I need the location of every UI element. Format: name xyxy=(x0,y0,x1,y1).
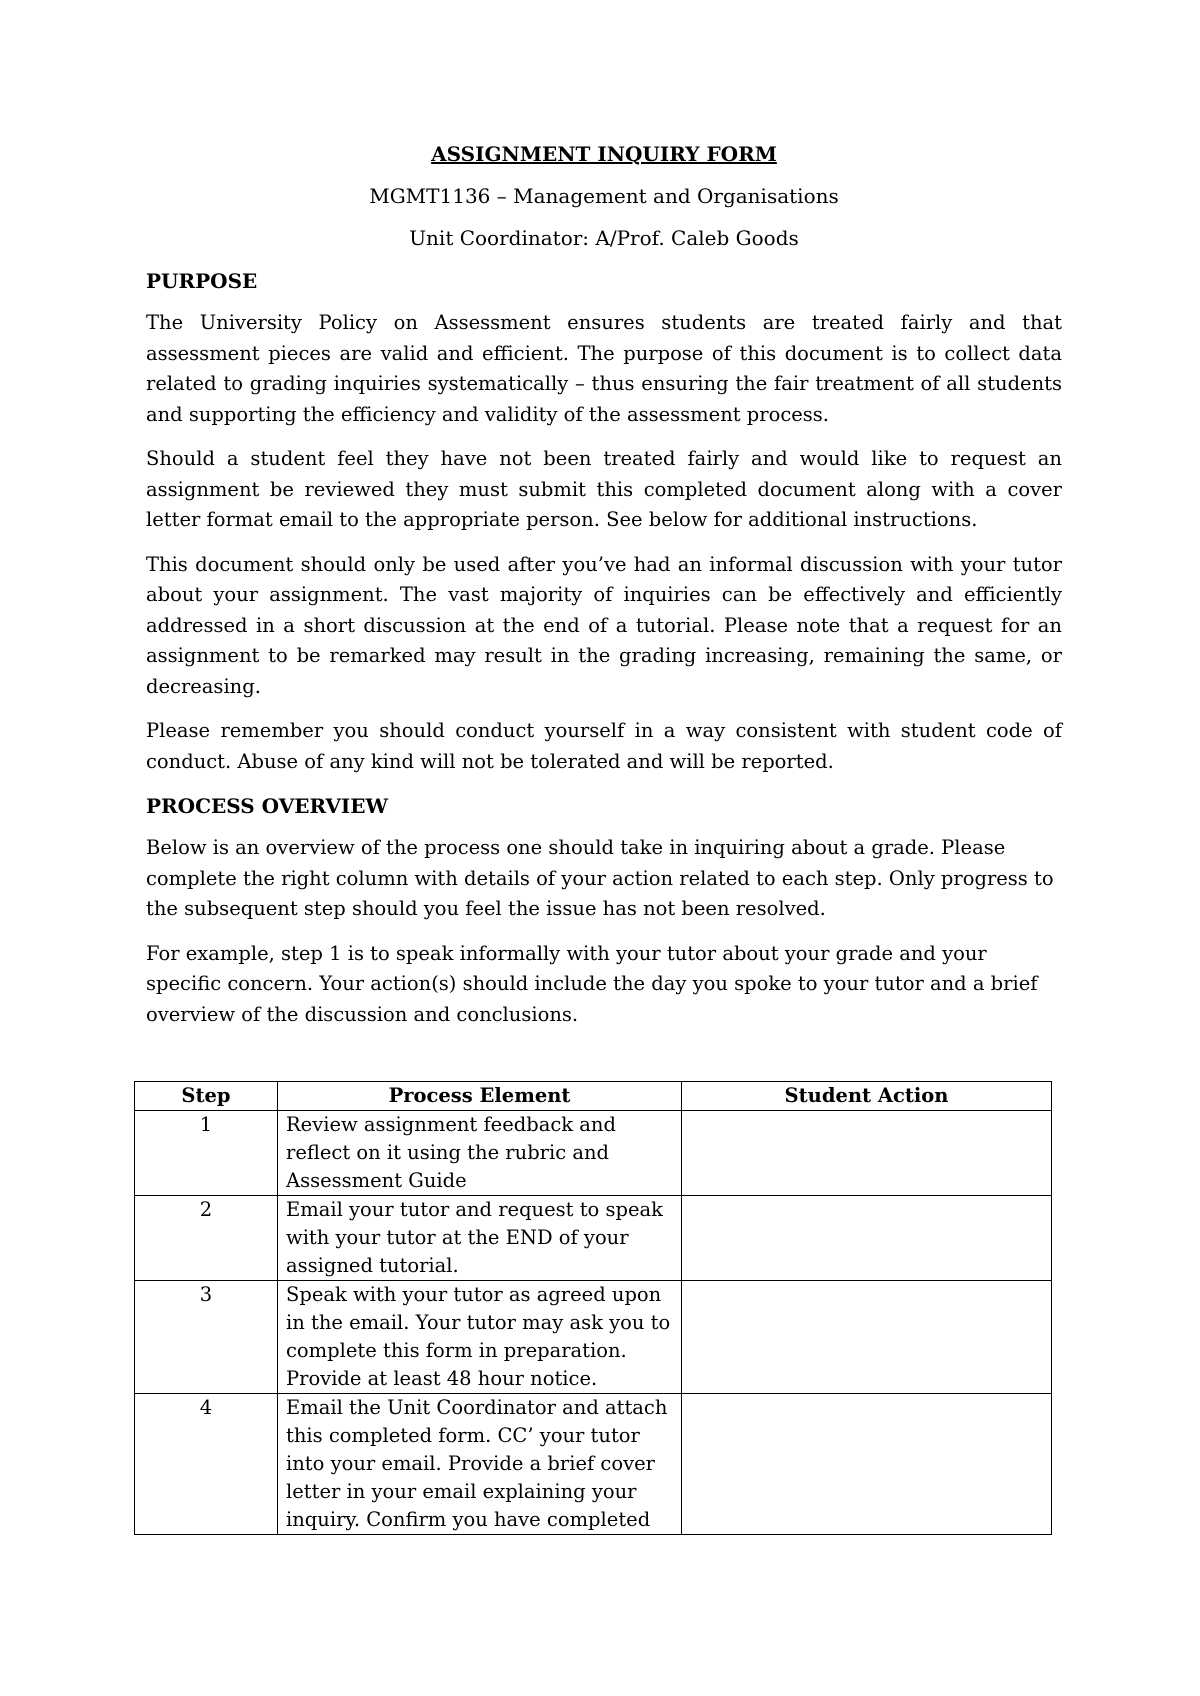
purpose-heading: PURPOSE xyxy=(146,269,258,293)
process-table xyxy=(134,1081,1052,1535)
table-header-row xyxy=(135,1082,1052,1111)
student-action-cell[interactable] xyxy=(682,1281,1052,1394)
process-heading: PROCESS OVERVIEW xyxy=(146,794,388,818)
purpose-paragraph-3: This document should only be used after you’ve had an informal discussion with your tutor about your assignment. The vast majority of inquiries can be effectively and efficiently addressed in a short discussion at the end of a tutorial. Please note that a request for an assignment to be remarked may result in the grading increasing, remaining the same, or decreasing. xyxy=(146,552,1062,698)
header-step: Step xyxy=(135,1082,278,1111)
course-name: MGMT1136 – Management and Organisations xyxy=(369,184,839,208)
header-process-element: Process Element xyxy=(278,1082,682,1111)
student-action-cell[interactable] xyxy=(682,1394,1052,1535)
purpose-paragraph-1: The University Policy on Assessment ensures students are treated fairly and that assessment pieces are valid and efficient. The purpose of this document is to collect data related to grading inquiries systematically – thus ensuring the fair treatment of all students and supporting the efficiency and validity of the assessment process. xyxy=(146,311,1062,426)
table-row xyxy=(135,1394,1052,1535)
process-element: Email your tutor and request to speak with your tutor at the END of your assigned tutorial. xyxy=(278,1196,682,1281)
purpose-paragraph-4: Please remember you should conduct yourself in a way consistent with student code of conduct. Abuse of any kind will not be tolerated and will be reported. xyxy=(146,719,1062,773)
document-page xyxy=(146,140,1062,1044)
step-number: 2 xyxy=(135,1196,278,1281)
student-action-cell[interactable] xyxy=(682,1111,1052,1196)
step-number: 1 xyxy=(135,1111,278,1196)
student-action-cell[interactable] xyxy=(682,1196,1052,1281)
table-row xyxy=(135,1281,1052,1394)
document-title: ASSIGNMENT INQUIRY FORM xyxy=(431,142,777,166)
process-paragraph-2: For example, step 1 is to speak informally with your tutor about your grade and your specific concern. Your action(s) should include the day you spoke to your tutor and a brief overview of the discussion and conclusions. xyxy=(146,941,1038,1026)
step-number: 4 xyxy=(135,1394,278,1535)
process-element: Review assignment feedback and reflect on it using the rubric and Assessment Guide xyxy=(278,1111,682,1196)
process-paragraph-1: Below is an overview of the process one should take in inquiring about a grade. Please complete the right column with details of your action related to each step. Only progress to the subsequent step should you feel the issue has not been resolved. xyxy=(146,836,1054,920)
unit-coordinator: Unit Coordinator: A/Prof. Caleb Goods xyxy=(409,226,799,250)
table-row xyxy=(135,1111,1052,1196)
process-element: Speak with your tutor as agreed upon in the email. Your tutor may ask you to complete this form in preparation. Provide at least 48 hour notice. xyxy=(278,1281,682,1394)
step-number: 3 xyxy=(135,1281,278,1394)
table-row xyxy=(135,1196,1052,1281)
purpose-paragraph-2: Should a student feel they have not been treated fairly and would like to request an assignment be reviewed they must submit this completed document along with a cover letter format email to the appropriate person. See below for additional instructions. xyxy=(146,447,1062,531)
header-student-action: Student Action xyxy=(682,1082,1052,1111)
process-element: Email the Unit Coordinator and attach this completed form. CC’ your tutor into your email. Provide a brief cover letter in your email explaining your inquiry. Confirm you have completed xyxy=(278,1394,682,1535)
